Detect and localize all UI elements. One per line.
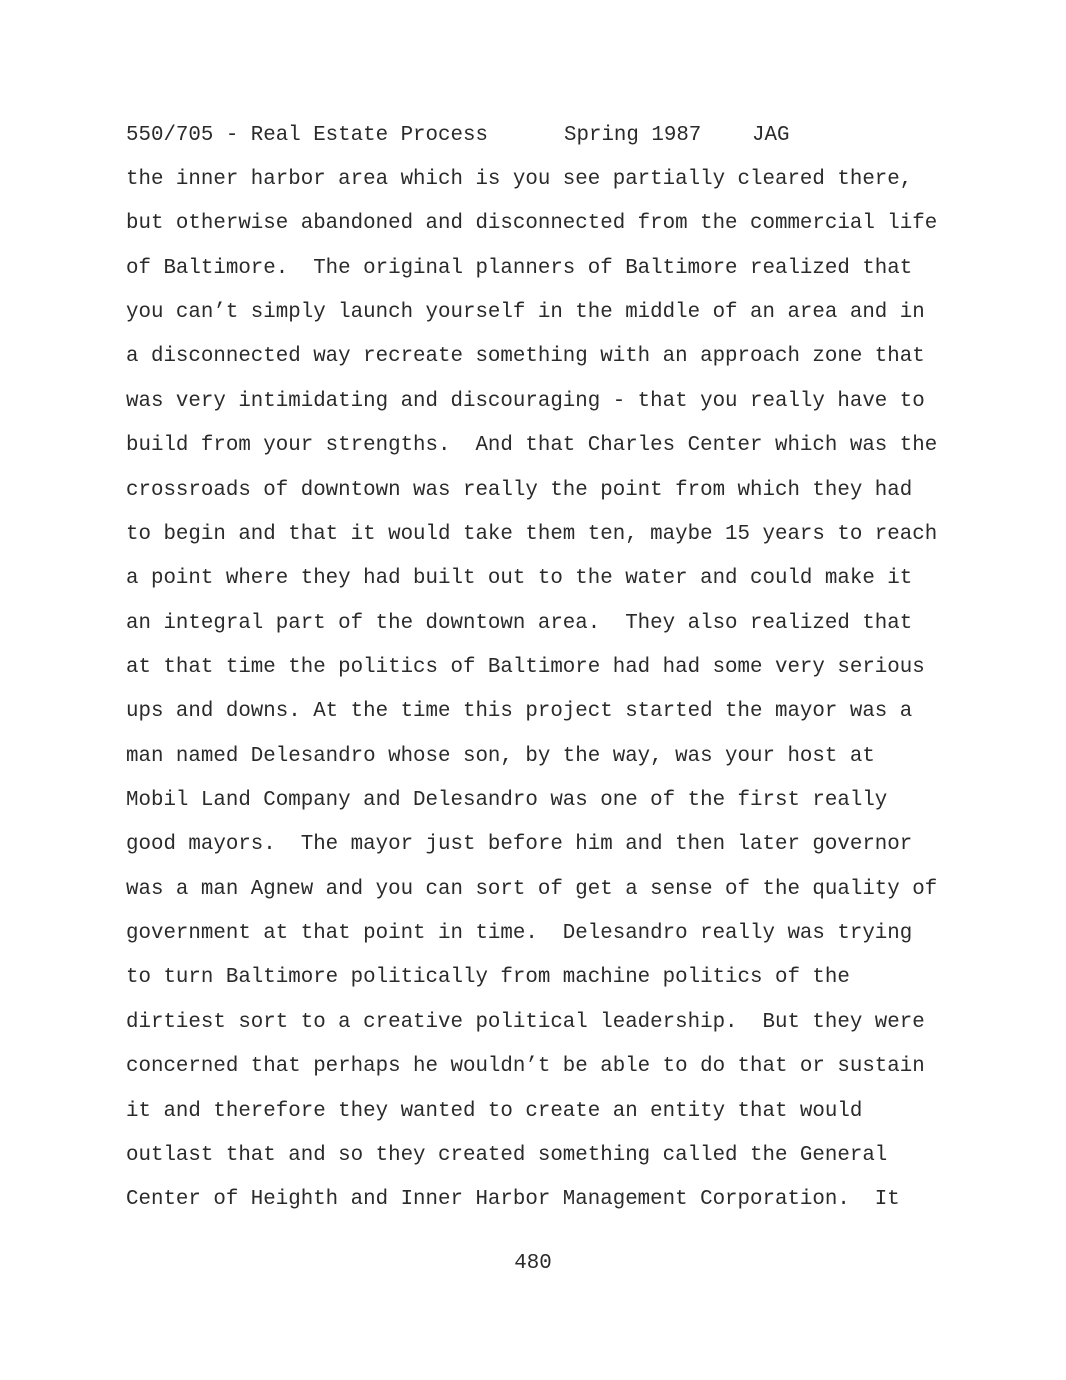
text-line: you can’t simply launch yourself in the middle of an area and in [126,301,925,325]
author-initials: JAG [752,124,790,147]
text-line: at that time the politics of Baltimore had had some very serious [126,655,925,679]
text-line: to turn Baltimore politically from machine politics of the [126,966,850,990]
text-line: concerned that perhaps he wouldn’t be able to do that or sustain [126,1055,925,1079]
text-line: good mayors. The mayor just before him and then later governor [126,833,913,857]
text-line: to begin and that it would take them ten, maybe 15 years to reach [126,522,938,546]
text-line: was a man Agnew and you can sort of get a sense of the quality of [126,877,938,901]
page-header [126,124,789,148]
text-line: a disconnected way recreate something with an approach zone that [126,345,925,369]
text-line: government at that point in time. Delesandro really was trying [126,922,913,946]
text-line: crossroads of downtown was really the point from which they had [126,478,913,502]
text-line: was very intimidating and discouraging - that you really have to [126,389,925,413]
text-line: the inner harbor area which is you see partially cleared there, [126,168,913,191]
course-title: 550/705 - Real Estate Process [126,124,488,147]
text-line: it and therefore they wanted to create an entity that would [126,1099,863,1123]
transcript-body [126,168,956,1233]
text-line: Mobil Land Company and Delesandro was one of the first really [126,789,888,813]
text-line: outlast that and so they created something called the General [126,1143,888,1167]
text-line: Center of Heighth and Inner Harbor Management Corporation. It [126,1188,900,1212]
text-line: of Baltimore. The original planners of Baltimore realized that [126,256,913,280]
text-line: man named Delesandro whose son, by the way, was your host at [126,744,875,768]
text-line: ups and downs. At the time this project started the mayor was a [126,700,913,724]
page-number: 480 [514,1252,552,1275]
text-line: build from your strengths. And that Charles Center which was the [126,434,938,458]
text-line: a point where they had built out to the water and could make it [126,567,913,591]
text-line: but otherwise abandoned and disconnected from the commercial life [126,212,938,236]
text-line: dirtiest sort to a creative political leadership. But they were [126,1010,925,1034]
term-label: Spring 1987 [564,124,702,147]
text-line: an integral part of the downtown area. They also realized that [126,611,913,635]
